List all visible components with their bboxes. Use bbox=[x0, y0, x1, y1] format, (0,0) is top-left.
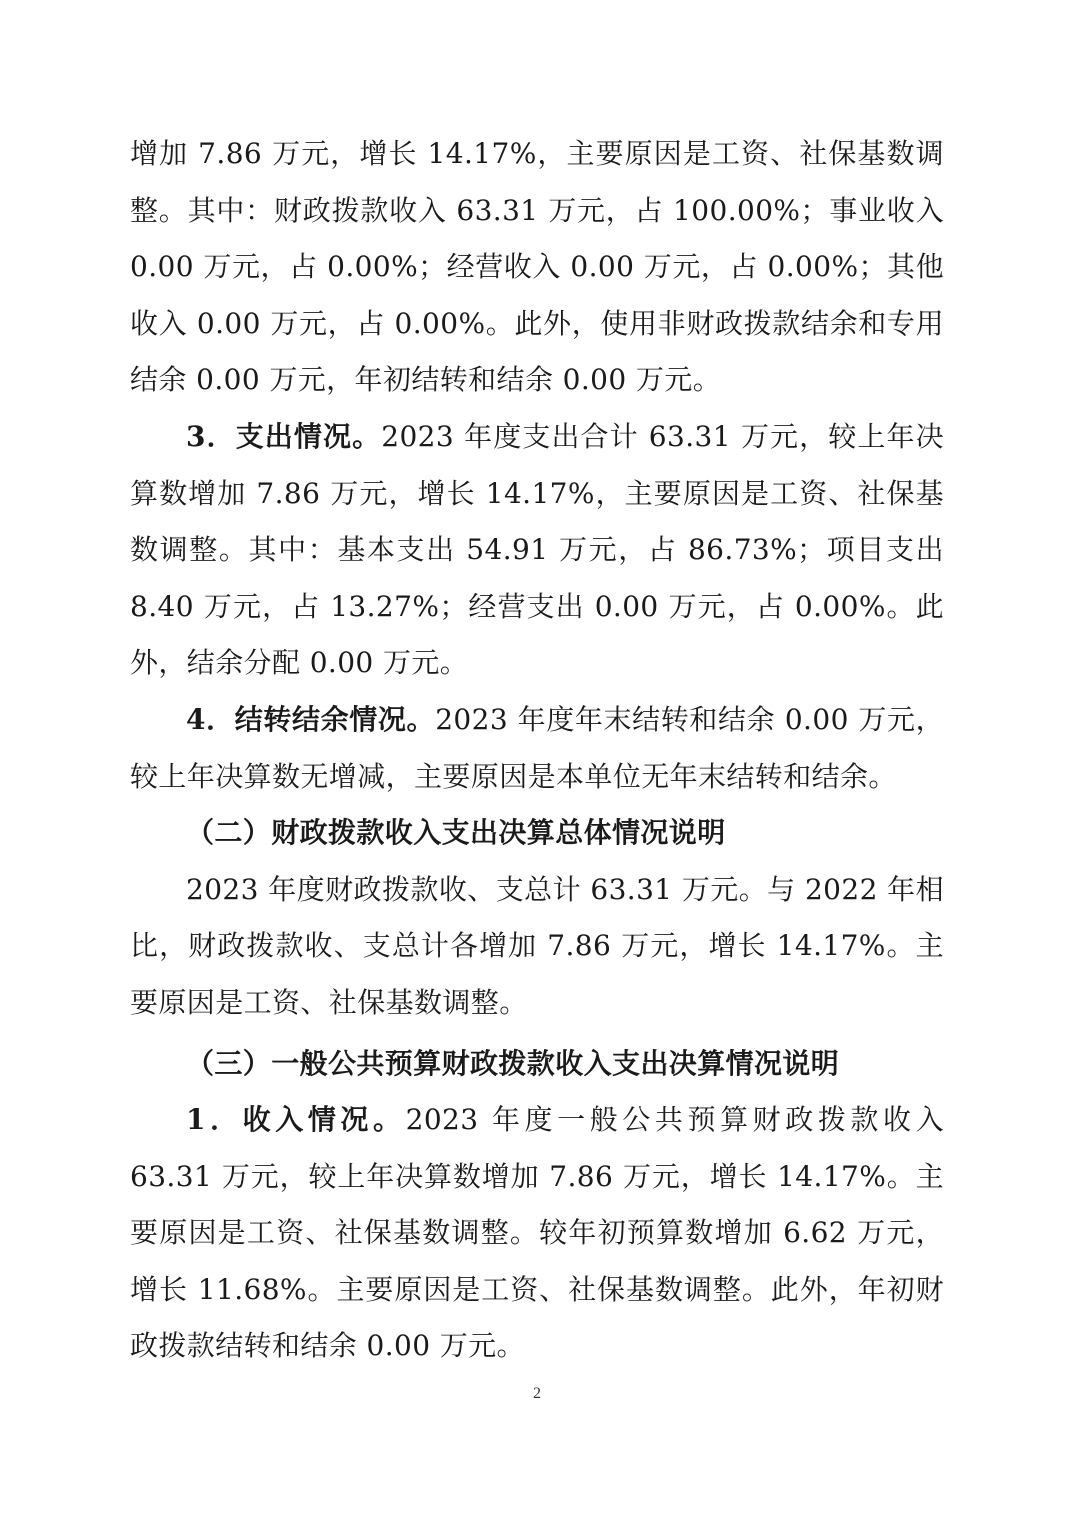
carryover-lead: 4．结转结余情况。 bbox=[186, 702, 436, 736]
general-income-body: 2023 年度一般公共预算财政拨款收入 63.31 万元，较上年决算数增加 7.86 万元，增长 14.17%。主要原因是工资、社保基数调整。较年初预算数增加 6.62 万元，增长 11.68%。主要原因是工资、社保基数调整。此外，年初财政拨款结转和结余 0.00 万元。 bbox=[130, 1103, 944, 1363]
general-income-lead: 1．收入情况。 bbox=[186, 1103, 406, 1137]
section-heading-fiscal-overview: （二）财政拨款收入支出决算总体情况说明 bbox=[186, 816, 726, 850]
carryover-body: 2023 年度年末结转和结余 0.00 万元，较上年决算数无增减，主要原因是本单位无年末结转和结余。 bbox=[130, 702, 944, 793]
paragraph-expenditure bbox=[130, 409, 944, 692]
paragraph-income-continued: 增加 7.86 万元，增长 14.17%，主要原因是工资、社保基数调整。其中：财政拨款收入 63.31 万元，占 100.00%；事业收入 0.00 万元，占 0.00%；经营收入 0.00 万元，占 0.00%；其他收入 0.00 万元，占 0.00%。此外，使用非财政拨款结余和专用结余 0.00 万元，年初结转和结余 0.00 万元。 bbox=[130, 137, 944, 397]
document-page bbox=[130, 126, 944, 1375]
expenditure-lead: 3．支出情况。 bbox=[186, 419, 382, 453]
paragraph-carryover bbox=[130, 692, 944, 805]
paragraph-fiscal-overview: 2023 年度财政拨款收、支总计 63.31 万元。与 2022 年相比，财政拨款收、支总计各增加 7.86 万元，增长 14.17%。主要原因是工资、社保基数调整。 bbox=[130, 872, 944, 1019]
section-heading-general-budget: （三）一般公共预算财政拨款收入支出决算情况说明 bbox=[186, 1046, 840, 1080]
page-number: 2 bbox=[533, 1385, 541, 1402]
paragraph-general-budget-income bbox=[130, 1092, 944, 1375]
expenditure-body: 2023 年度支出合计 63.31 万元，较上年决算数增加 7.86 万元，增长 14.17%，主要原因是工资、社保基数调整。其中：基本支出 54.91 万元，占 86.73%；项目支出 8.40 万元，占 13.27%；经营支出 0.00 万元，占 0.00%。此外，结余分配 0.00 万元。 bbox=[130, 419, 944, 680]
